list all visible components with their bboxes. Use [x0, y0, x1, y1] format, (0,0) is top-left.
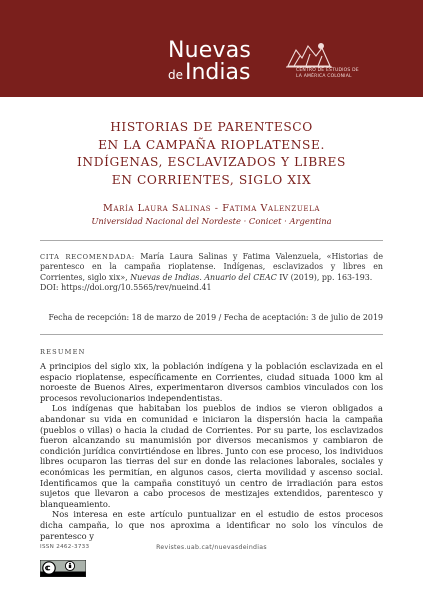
footer-issn: ISSN 2462-3733 — [40, 544, 90, 550]
abstract-paragraph: Nos interesa en este artículo puntualizar en el estudio de estos procesos dicha campaña, lo que nos aproxima a identificar no solo los vínculos de parentesco y — [40, 509, 383, 541]
journal-name-de: de — [168, 68, 183, 82]
article-dates: Fecha de recepción: 18 de marzo de 2019 / Fecha de aceptación: 3 de julio de 2019 — [48, 313, 383, 322]
citation-text: María Laura Salinas y Fatima Valenzuela, «Historias de parentesco en la campaña rioplatense. Indígenas, esclavizados y libres en Corrientes, siglo xix», — [40, 252, 383, 282]
divider-middle — [40, 334, 383, 335]
cc-icon — [43, 562, 55, 574]
citation-doi-link[interactable]: DOI: https://doi.org/10.5565/rev/nueind.41 — [40, 283, 212, 293]
article-title — [40, 119, 383, 189]
cc-by-license-badge[interactable] — [40, 560, 86, 577]
article-authors: María Laura Salinas - Fatima Valenzuela — [103, 203, 320, 214]
footer-journal-url[interactable]: Revistes.uab.cat/nuevasdeindias — [156, 544, 267, 551]
abstract-body — [40, 361, 383, 541]
author-affiliation: Universidad Nacional del Nordeste · Conicet · Argentina — [91, 216, 332, 226]
citation-label: CITA RECOMENDADA: — [40, 253, 135, 261]
abstract-paragraph: Los indígenas que habitaban los pueblos de indios se vieron obligados a abandonar su vida en comunidad e iniciaron la dispersión hacia la campaña (pueblos o villas) o hacia la ciudad de Corrientes. Por su parte, los esclavizados fueron alcanzando su manumisión por diversos mecanismos y cambiaron de condición jurídica convirtiéndose en libres. Junto con ese proceso, los individuos libres ocuparon las tierras del sur en donde las relaciones laborales, sociales y económicas les permitían, en algunos casos, cierta movilidad y ascenso social. Identificamos que la campaña constituyó un centro de irradiación para estos sujetos que llevaron a cabo procesos de mestizajes extendidos, parentesco y blanqueamiento. — [40, 403, 383, 509]
journal-name-indias: Indias — [185, 60, 251, 85]
ceac-seal-icon — [284, 40, 334, 70]
abstract-heading: RESUMEN — [40, 348, 86, 356]
journal-header — [0, 0, 423, 97]
citation-volume: IV (2019), pp. 163-193. — [279, 272, 373, 282]
by-icon — [65, 561, 74, 570]
citation-journal: Nuevas de Indias. Anuario del CEAC — [130, 272, 277, 282]
title-line: EN CORRIENTES, SIGLO XIX — [111, 172, 312, 187]
journal-name-line2 — [168, 62, 250, 86]
seal-caption: CENTRO DE ESTUDIOS DE LA AMÉRICA COLONIAL — [296, 68, 359, 79]
title-line: EN LA CAMPAÑA RIOPLATENSE. — [98, 137, 325, 152]
title-line: INDÍGENAS, ESCLAVIZADOS Y LIBRES — [77, 155, 346, 169]
recommended-citation — [40, 252, 383, 294]
journal-name-line1: Nuevas — [168, 38, 252, 63]
title-line: HISTORIAS DE PARENTESCO — [110, 120, 313, 134]
divider-top — [40, 240, 383, 241]
abstract-paragraph: A principios del siglo xix, la población indígena y la población esclavizada en el espacio rioplatense, específicamente en Corrientes, ciudad situada 1000 km al noroeste de Buenos Aires, experimentaron diversos cambios vinculados con los procesos revolucionarios independentistas. — [40, 361, 383, 403]
